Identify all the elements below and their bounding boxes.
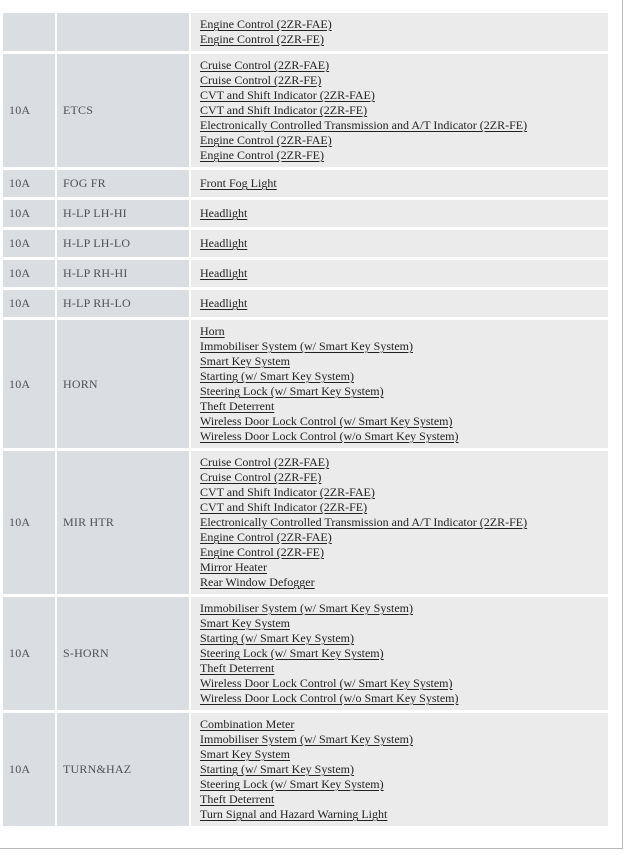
table-row [3, 260, 608, 287]
system-link[interactable]: Wireless Door Lock Control (w/ Smart Key System) [200, 414, 453, 428]
fuse-table [1, 10, 610, 829]
table-row [3, 54, 608, 167]
system-link[interactable]: Engine Control (2ZR-FAE) [200, 530, 332, 544]
system-list [191, 54, 608, 167]
table-row [3, 170, 608, 197]
fuse-amperage: 10A [3, 290, 55, 317]
system-link[interactable]: Theft Deterrent [200, 399, 275, 413]
system-link[interactable]: Headlight [200, 206, 248, 220]
system-link[interactable]: Combination Meter [200, 717, 295, 731]
table-row [3, 290, 608, 317]
fuse-amperage: 10A [3, 260, 55, 287]
system-link[interactable]: Cruise Control (2ZR-FE) [200, 73, 322, 87]
fuse-amperage: 10A [3, 230, 55, 257]
system-link[interactable]: CVT and Shift Indicator (2ZR-FE) [200, 103, 368, 117]
table-row [3, 597, 608, 710]
system-link[interactable]: Smart Key System [200, 747, 290, 761]
system-link[interactable]: Engine Control (2ZR-FAE) [200, 17, 332, 31]
fuse-amperage: 10A [3, 320, 55, 448]
system-link[interactable]: Headlight [200, 236, 248, 250]
system-link[interactable]: Steering Lock (w/ Smart Key System) [200, 384, 384, 398]
system-link[interactable]: Starting (w/ Smart Key System) [200, 631, 354, 645]
system-link[interactable]: Wireless Door Lock Control (w/o Smart Key System) [200, 691, 459, 705]
system-list [191, 713, 608, 826]
fuse-table-body [3, 13, 608, 826]
system-link[interactable]: Steering Lock (w/ Smart Key System) [200, 777, 384, 791]
system-link[interactable]: Mirror Heater [200, 560, 267, 574]
system-link[interactable]: Front Fog Light [200, 176, 277, 190]
fuse-name: ETCS [57, 54, 189, 167]
system-link[interactable]: Wireless Door Lock Control (w/o Smart Key System) [200, 429, 459, 443]
system-link[interactable]: Electronically Controlled Transmission and A/T Indicator (2ZR-FE) [200, 118, 528, 132]
system-link[interactable]: Smart Key System [200, 354, 290, 368]
fuse-name: FOG FR [57, 170, 189, 197]
system-link[interactable]: Horn [200, 324, 225, 338]
system-link[interactable]: Turn Signal and Hazard Warning Light [200, 807, 388, 821]
fuse-name: H-LP RH-HI [57, 260, 189, 287]
system-link[interactable]: Smart Key System [200, 616, 290, 630]
system-link[interactable]: CVT and Shift Indicator (2ZR-FE) [200, 500, 368, 514]
system-list [191, 320, 608, 448]
system-link[interactable]: Engine Control (2ZR-FAE) [200, 133, 332, 147]
system-link[interactable]: CVT and Shift Indicator (2ZR-FAE) [200, 485, 375, 499]
system-link[interactable]: Immobiliser System (w/ Smart Key System) [200, 601, 413, 615]
table-row [3, 230, 608, 257]
system-link[interactable]: Electronically Controlled Transmission and A/T Indicator (2ZR-FE) [200, 515, 528, 529]
table-row [3, 451, 608, 594]
system-link[interactable]: Starting (w/ Smart Key System) [200, 762, 354, 776]
system-list [191, 170, 608, 197]
table-row [3, 320, 608, 448]
system-link[interactable]: Cruise Control (2ZR-FAE) [200, 455, 330, 469]
system-link[interactable]: Headlight [200, 266, 248, 280]
fuse-amperage: 10A [3, 200, 55, 227]
system-link[interactable]: Headlight [200, 296, 248, 310]
system-link[interactable]: Engine Control (2ZR-FE) [200, 148, 324, 162]
table-row [3, 13, 608, 51]
table-row [3, 200, 608, 227]
table-row [3, 713, 608, 826]
fuse-amperage: 10A [3, 451, 55, 594]
system-link[interactable]: Wireless Door Lock Control (w/ Smart Key System) [200, 676, 453, 690]
fuse-amperage: 10A [3, 54, 55, 167]
system-list [191, 451, 608, 594]
system-link[interactable]: Engine Control (2ZR-FE) [200, 545, 324, 559]
fuse-name: H-LP LH-HI [57, 200, 189, 227]
fuse-name: S-HORN [57, 597, 189, 710]
system-list [191, 230, 608, 257]
fuse-amperage [3, 13, 55, 51]
system-link[interactable]: Immobiliser System (w/ Smart Key System) [200, 732, 413, 746]
system-link[interactable]: Immobiliser System (w/ Smart Key System) [200, 339, 413, 353]
system-link[interactable]: Theft Deterrent [200, 792, 275, 806]
system-list [191, 200, 608, 227]
fuse-name [57, 13, 189, 51]
fuse-name: TURN&HAZ [57, 713, 189, 826]
system-link[interactable]: Cruise Control (2ZR-FE) [200, 470, 322, 484]
system-list [191, 290, 608, 317]
fuse-name: MIR HTR [57, 451, 189, 594]
fuse-amperage: 10A [3, 170, 55, 197]
system-link[interactable]: Engine Control (2ZR-FE) [200, 32, 324, 46]
fuse-amperage: 10A [3, 713, 55, 826]
system-link[interactable]: Starting (w/ Smart Key System) [200, 369, 354, 383]
system-list [191, 597, 608, 710]
system-link[interactable]: Steering Lock (w/ Smart Key System) [200, 646, 384, 660]
fuse-name: H-LP RH-LO [57, 290, 189, 317]
system-list [191, 260, 608, 287]
fuse-name: HORN [57, 320, 189, 448]
system-list [191, 13, 608, 51]
fuse-amperage: 10A [3, 597, 55, 710]
system-link[interactable]: Theft Deterrent [200, 661, 275, 675]
system-link[interactable]: Cruise Control (2ZR-FAE) [200, 58, 330, 72]
system-link[interactable]: CVT and Shift Indicator (2ZR-FAE) [200, 88, 375, 102]
system-link[interactable]: Rear Window Defogger [200, 575, 315, 589]
fuse-name: H-LP LH-LO [57, 230, 189, 257]
